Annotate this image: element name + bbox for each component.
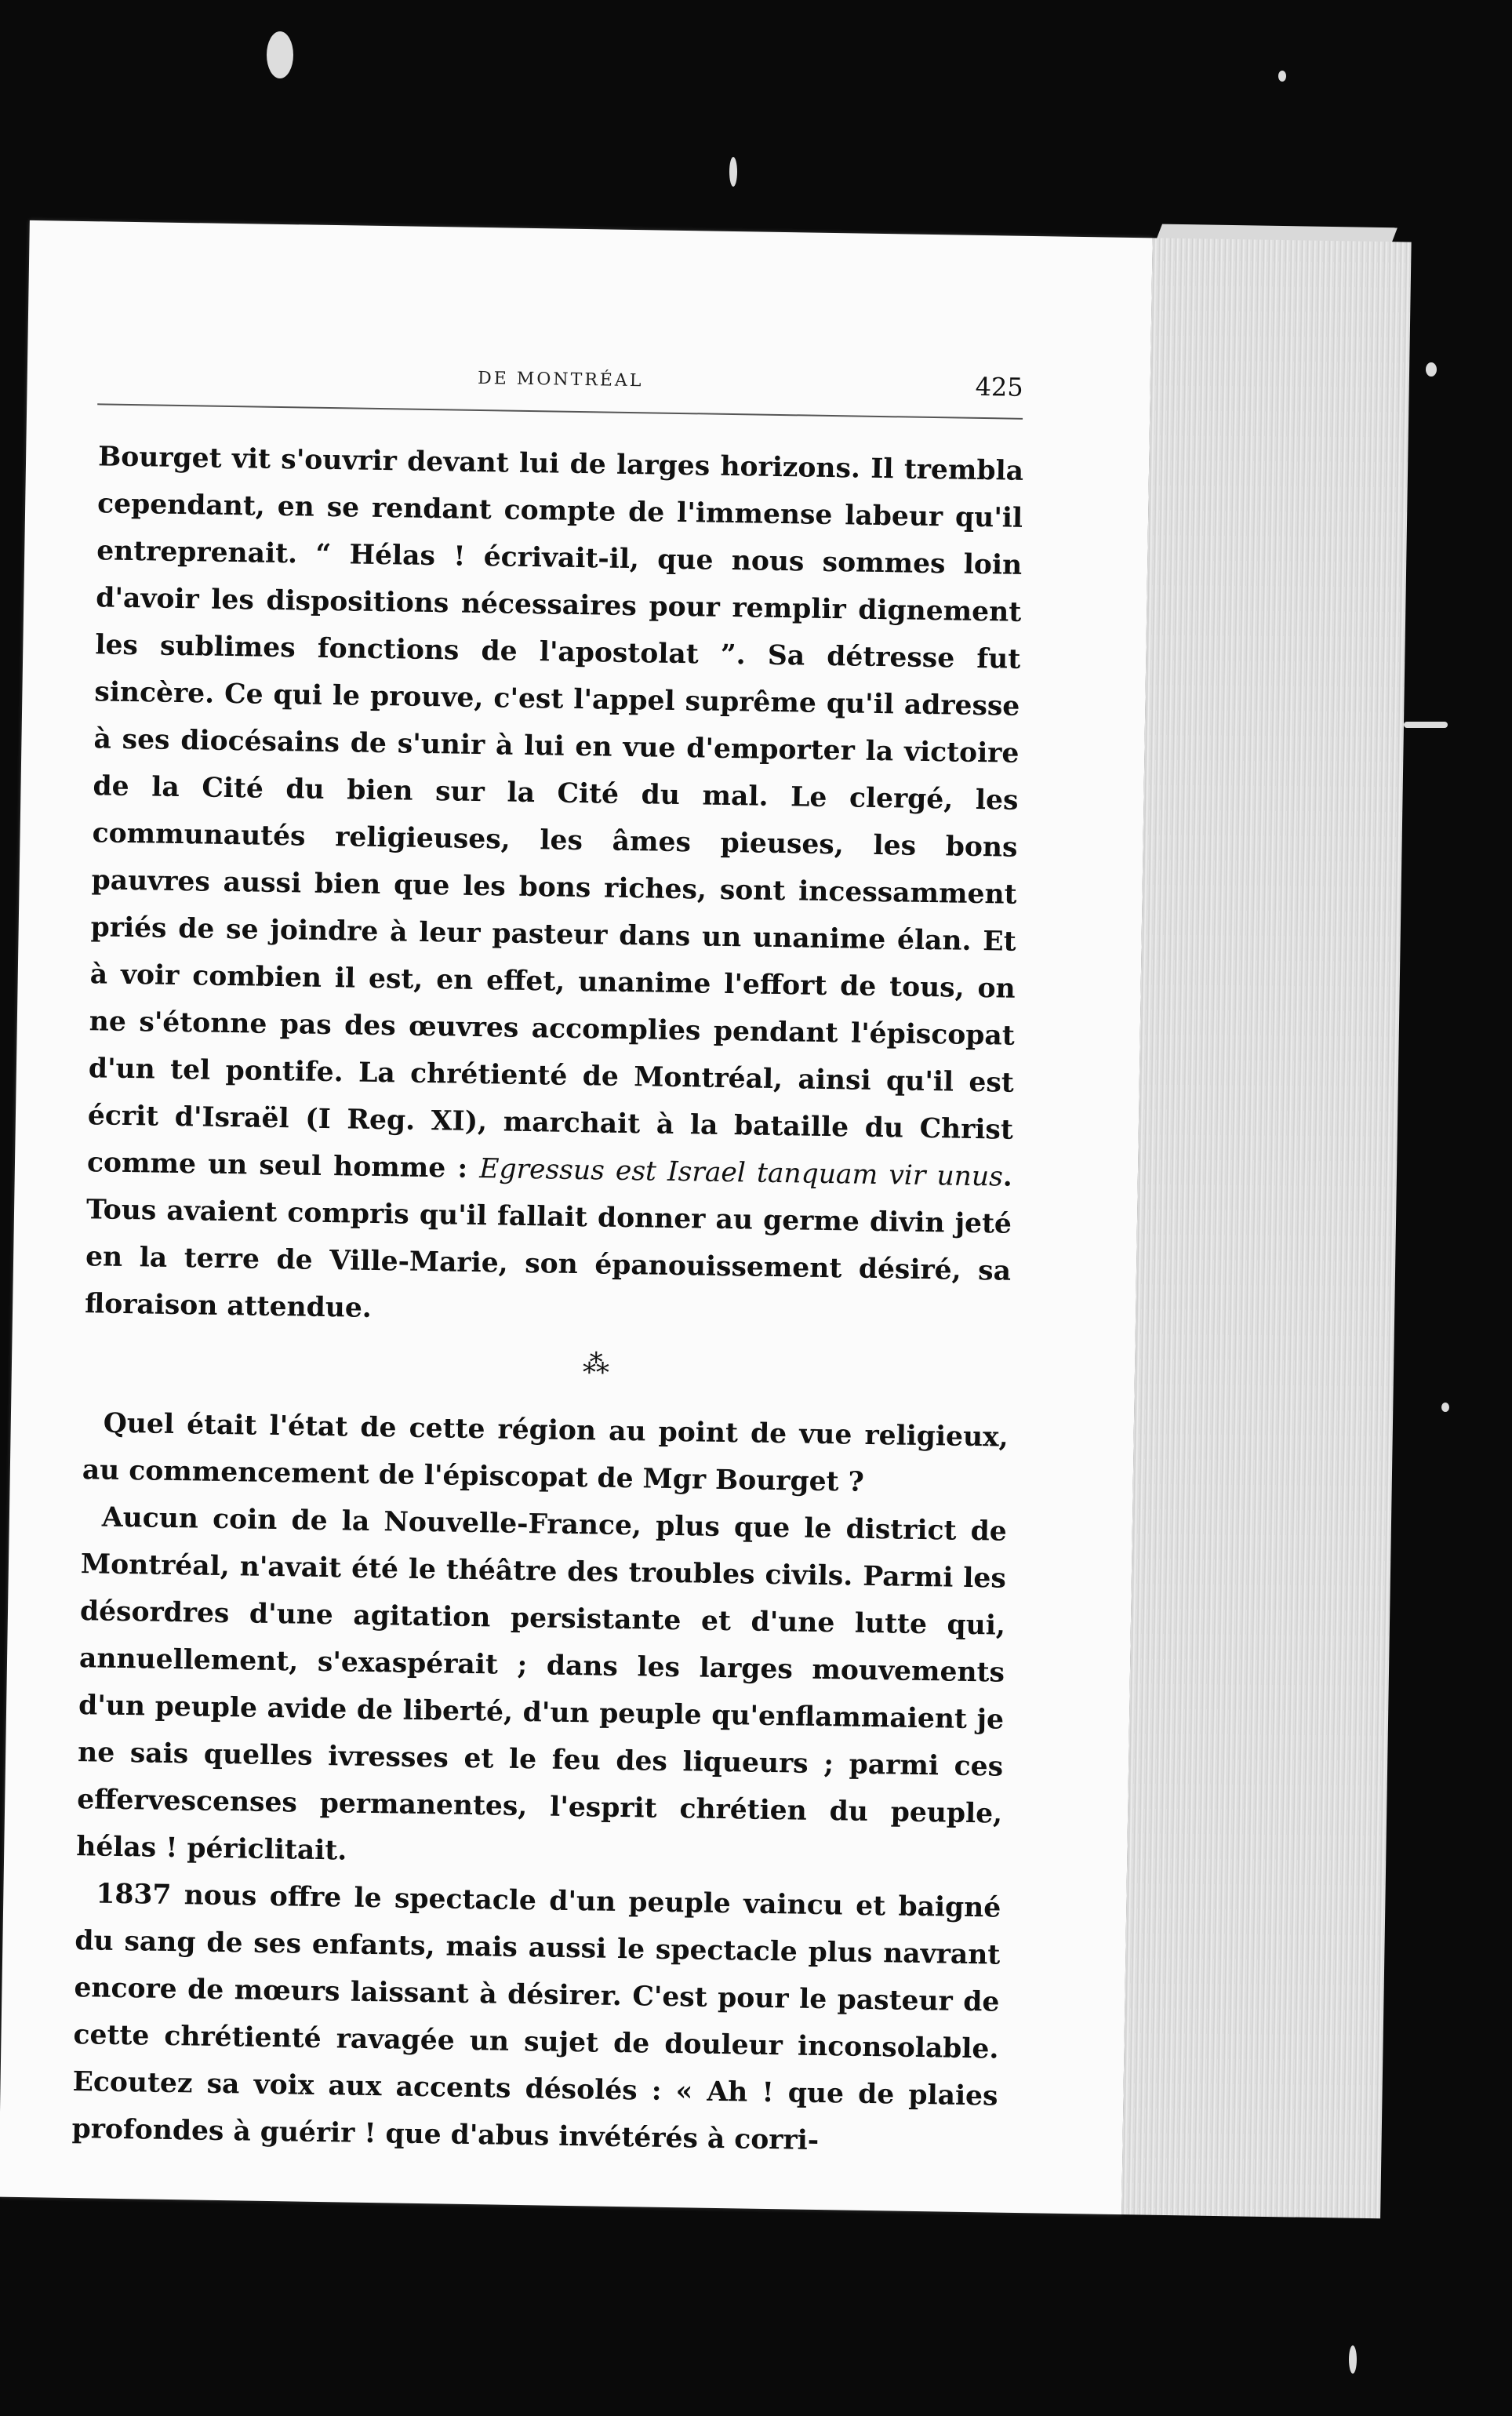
film-speck	[267, 31, 293, 78]
paragraph-3: Aucun coin de la Nouvelle-France, plus que le district de Montréal, n'avait été le théâtre des troubles civils. Parmi les désordres d'une agitation persistante et d'une lutte qui, annuellement, s'exaspérait ; dans les larges mouvements d'un peuple avide de liberté, d'un peuple qu'enflammaient je ne sais quelles ivresses et le feu des liqueurs ; parmi ces effervescenses permanentes, l'esprit chrétien du peuple, hélas ! périclitait.	[76, 1501, 1008, 1867]
page-number: 425	[975, 371, 1023, 402]
film-speck	[1404, 722, 1448, 728]
latin-quote: Egressus est Israel tanquam vir unus	[479, 1153, 1004, 1193]
running-head	[97, 362, 1023, 417]
film-speck	[1278, 71, 1286, 82]
section-asterism: ⁂	[582, 1348, 613, 1381]
paragraph-1	[85, 433, 1024, 1341]
film-speck	[1426, 362, 1437, 377]
paragraph-1-text: Bourget vit s'ouvrir devant lui de larges horizons. Il trembla cependant, en se rendant compte de l'immense labeur qu'il entreprenait. “ Hélas ! écrivait-il, que nous sommes loin d'avoir les dispositions nécessaires pour remplir dignement les sublimes fonctions de l'apostolat ”. Sa détresse fut sincère. Ce qui le prouve, c'est l'appel suprême qu'il adresse à ses diocésains de s'unir à lui en vue d'emporter la victoire de la Cité du bien sur la Cité du mal. Le clergé, les communautés religieuses, les âmes pieuses, les bons pauvres aussi bien que les bons riches, sont incessamment priés de se joindre à leur pasteur dans un unanime élan. Et à voir combien il est, en effet, unanime l'effort de tous, on ne s'étonne pas des œuvres accomplies pendant l'épiscopat d'un tel pontife. La chrétienté de Montréal, ainsi qu'il est écrit d'Israël (I Reg. XI), marchait à la bataille du Christ comme un seul homme :	[86, 441, 1024, 1185]
body-text	[71, 433, 1023, 2167]
book-page	[0, 220, 1153, 2214]
paragraph-2: Quel était l'état de cette région au point de vue religieux, au commencement de l'épiscopat de Mgr Bourget ?	[82, 1407, 1009, 1498]
book-fore-edge	[1121, 238, 1412, 2218]
film-speck	[1441, 1403, 1449, 1412]
running-title: DE MONTRÉAL	[477, 368, 644, 391]
film-speck	[729, 157, 737, 187]
paragraph-4: 1837 nous offre le spectacle d'un peuple vaincu et baigné du sang de ses enfants, mais aussi le spectacle plus navrant encore de mœurs laissant à désirer. C'est pour le pasteur de cette chrétienté ravagée un sujet de douleur inconsolable. Ecoutez sa voix aux accents désolés : « Ah ! que de plaies profondes à guérir ! que d'abus invétérés à corri-	[71, 1878, 1001, 2157]
paragraph-1-tail: . Tous avaient compris qu'il fallait donner au germe divin jeté en la terre de Ville-Marie, son épanouissement désiré, sa floraison attendue.	[84, 1161, 1013, 1324]
film-speck	[1349, 2345, 1357, 2374]
